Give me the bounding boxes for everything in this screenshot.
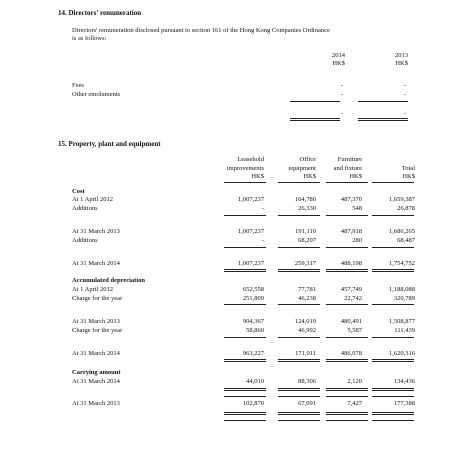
col-furniture-currency: HK$ <box>349 173 362 180</box>
ppe-cell-total: 320,789 <box>393 295 415 302</box>
rule-leasehold <box>224 304 266 305</box>
rule-2013-total-a <box>358 118 408 119</box>
double-rule-a-total <box>372 388 414 389</box>
ppe-cell-leasehold: 251,809 <box>242 295 264 302</box>
col-furniture-line1: Furniture <box>337 156 362 163</box>
rule-leasehold <box>224 182 266 183</box>
section-14-title: 14. Directors' remuneration <box>58 9 142 17</box>
rule-leasehold <box>224 247 266 248</box>
rule-2014-total-a <box>290 118 340 119</box>
col-2014-header: 2014 <box>332 52 345 59</box>
double-rule-b-furniture <box>326 271 368 272</box>
row-fees-2014: - <box>340 82 343 89</box>
ppe-cell-leasehold: 904,367 <box>242 318 264 325</box>
double-rule-a-furniture <box>326 269 368 270</box>
ppe-row-label: At 31 March 2013 <box>72 400 120 407</box>
ppe-cell-total: 1,188,088 <box>389 286 415 293</box>
rule-office <box>278 304 320 305</box>
ppe-cell-total: 134,436 <box>393 378 415 385</box>
rule-office <box>278 247 320 248</box>
ppe-row-label: At 31 March 2014 <box>72 378 120 385</box>
rule-total <box>372 304 414 305</box>
double-rule-b-total <box>372 414 414 415</box>
rule-office <box>278 337 320 338</box>
ppe-row-label: Additions <box>72 237 98 244</box>
double-rule-b-leasehold <box>224 390 266 391</box>
ppe-cell-total: 1,659,387 <box>389 196 415 203</box>
double-rule-a-leasehold <box>224 412 266 413</box>
rule-furniture <box>326 337 368 338</box>
ppe-row-label: At 31 March 2013 <box>72 318 120 325</box>
double-rule-a-office <box>278 388 320 389</box>
col-leasehold-currency: HK$ <box>251 173 264 180</box>
rule-furniture <box>326 247 368 248</box>
carrying-amount-heading: Carrying amount <box>72 369 121 376</box>
double-rule-a-furniture <box>326 388 368 389</box>
ppe-cell-leasehold: 652,558 <box>242 286 264 293</box>
ppe-cell-furniture: 280 <box>352 237 362 244</box>
double-rule-a-total <box>372 359 414 360</box>
double-rule-b-furniture <box>326 361 368 362</box>
rule-furniture <box>326 215 368 216</box>
ppe-cell-leasehold: 963,227 <box>242 350 264 357</box>
double-rule-a-total <box>372 412 414 413</box>
col-office-header <box>289 156 316 182</box>
double-rule-b-office <box>278 390 320 391</box>
rule-total <box>372 396 414 397</box>
ppe-cell-total: 1,508,877 <box>389 318 415 325</box>
col-total-header <box>402 156 415 182</box>
double-rule-a-leasehold <box>224 359 266 360</box>
double-rule-b-office <box>278 361 320 362</box>
ppe-cell-furniture: 2,120 <box>347 378 362 385</box>
ppe-cell-total: 1,620,316 <box>389 350 415 357</box>
ppe-row-label: At 31 March 2014 <box>72 350 120 357</box>
col-office-line2: equipment <box>288 164 316 172</box>
double-rule-b-leasehold <box>224 361 266 362</box>
rule-office <box>278 215 320 216</box>
ppe-cell-total: 177,388 <box>393 400 415 407</box>
double-rule-b-total <box>372 361 414 362</box>
ppe-cell-office: 68,207 <box>298 237 316 244</box>
ppe-cell-office: 67,091 <box>298 400 316 407</box>
double-rule-a-furniture <box>326 359 368 360</box>
ppe-cell-furniture: 7,427 <box>347 400 362 407</box>
col-furniture-header <box>334 156 362 182</box>
double-rule-a-office <box>278 359 320 360</box>
col-2013-currency: HK$ <box>395 60 408 67</box>
cost-heading: Cost <box>72 188 85 195</box>
rule-leasehold <box>224 337 266 338</box>
ppe-cell-total: 1,686,265 <box>389 228 415 235</box>
ppe-row-label: At 1 April 2012 <box>72 286 113 293</box>
ppe-cell-leasehold: 58,860 <box>246 327 264 334</box>
ppe-cell-leasehold: - <box>261 205 264 212</box>
rule-furniture <box>326 396 368 397</box>
ppe-cell-furniture: 486,078 <box>340 350 362 357</box>
row-fees-2013: - <box>403 82 406 89</box>
rule-office <box>278 396 320 397</box>
ppe-cell-furniture: 548 <box>352 205 362 212</box>
ppe-cell-furniture: 22,742 <box>344 295 362 302</box>
ppe-cell-leasehold: 102,870 <box>242 400 264 407</box>
ppe-cell-office: 88,306 <box>298 378 316 385</box>
double-rule-a-office <box>278 412 320 413</box>
rule-2013-total-b <box>358 120 408 121</box>
ppe-cell-office: 77,781 <box>298 286 316 293</box>
double-rule-b-total <box>372 271 414 272</box>
ppe-cell-office: 164,780 <box>294 196 316 203</box>
double-rule-b-furniture <box>326 414 368 415</box>
ppe-cell-furniture: 487,370 <box>340 196 362 203</box>
rule-leasehold <box>224 420 266 421</box>
rule-leasehold <box>224 396 266 397</box>
ppe-cell-leasehold: - <box>261 237 264 244</box>
rule-total <box>372 420 414 421</box>
rule-2014-subtotal <box>290 101 340 102</box>
row-fees-label: Fees <box>72 82 84 89</box>
col-total-line1 <box>402 156 415 165</box>
ppe-cell-office: 46,238 <box>298 295 316 302</box>
ppe-cell-total: 68,487 <box>397 237 415 244</box>
double-rule-a-total <box>372 269 414 270</box>
double-rule-b-furniture <box>326 390 368 391</box>
double-rule-a-leasehold <box>224 269 266 270</box>
accumulated-depreciation-heading: Accumulated depreciation <box>72 277 145 284</box>
row-other-emoluments-2014: - <box>340 91 343 98</box>
ppe-cell-office: 259,317 <box>294 260 316 267</box>
ppe-cell-furniture: 457,749 <box>340 286 362 293</box>
ppe-cell-furniture: 5,587 <box>347 327 362 334</box>
col-office-currency: HK$ <box>303 173 316 180</box>
ppe-cell-furniture: 488,198 <box>340 260 362 267</box>
col-leasehold-header <box>227 156 264 182</box>
ppe-row-label: At 31 March 2013 <box>72 228 120 235</box>
double-rule-b-total <box>372 390 414 391</box>
double-rule-b-leasehold <box>224 271 266 272</box>
total-2013: - <box>403 110 406 117</box>
rule-office <box>278 182 320 183</box>
section-15-title: 15. Property, plant and equipment <box>58 140 161 148</box>
rule-total <box>372 182 414 183</box>
ppe-cell-leasehold: 44,010 <box>246 378 264 385</box>
ppe-cell-furniture: 487,918 <box>340 228 362 235</box>
ppe-cell-office: 124,019 <box>294 318 316 325</box>
ppe-row-label: At 31 March 2014 <box>72 260 120 267</box>
rule-total <box>372 337 414 338</box>
double-rule-b-office <box>278 271 320 272</box>
col-total-currency: HK$ <box>402 173 415 180</box>
ppe-cell-furniture: 480,491 <box>340 318 362 325</box>
rule-total <box>372 215 414 216</box>
col-total-line2: Total <box>401 164 415 172</box>
ppe-row-label: Additions <box>72 205 98 212</box>
ppe-row-label: Charge for the year <box>72 295 123 302</box>
double-rule-a-furniture <box>326 412 368 413</box>
rule-furniture <box>326 420 368 421</box>
rule-furniture <box>326 182 368 183</box>
rule-total <box>372 247 414 248</box>
section-14-intro-line1: Directors' remuneration disclosed pursuant to section 161 of the Hong Kong Companies Ordinance <box>72 27 330 34</box>
col-2014-currency: HK$ <box>332 60 345 67</box>
ppe-cell-leasehold: 1,007,237 <box>238 260 264 267</box>
col-2013-header: 2013 <box>395 52 408 59</box>
col-leasehold-line1: Leasehold <box>237 156 264 163</box>
double-rule-a-office <box>278 269 320 270</box>
ppe-row-label: Charge for the year <box>72 327 123 334</box>
double-rule-a-leasehold <box>224 388 266 389</box>
ppe-row-label: At 1 April 2012 <box>72 196 113 203</box>
rule-leasehold <box>224 215 266 216</box>
ppe-cell-office: 46,992 <box>298 327 316 334</box>
row-other-emoluments-2013: - <box>403 91 406 98</box>
ppe-cell-total: 111,439 <box>394 327 415 334</box>
double-rule-b-office <box>278 414 320 415</box>
rule-2013-subtotal <box>358 101 408 102</box>
double-rule-b-leasehold <box>224 414 266 415</box>
row-other-emoluments-label: Other emoluments <box>72 91 121 98</box>
ppe-cell-office: 191,110 <box>295 228 316 235</box>
ppe-cell-leasehold: 1,007,237 <box>238 196 264 203</box>
ppe-cell-total: 26,878 <box>397 205 415 212</box>
ppe-cell-total: 1,754,752 <box>389 260 415 267</box>
section-14-intro-line2: is as follows: <box>72 35 107 42</box>
col-office-line1: Office <box>299 156 316 163</box>
ppe-cell-office: 26,330 <box>298 205 316 212</box>
col-leasehold-line2: improvements <box>226 164 264 172</box>
col-furniture-line2: and fixture <box>333 164 362 172</box>
ppe-cell-leasehold: 1,007,237 <box>238 228 264 235</box>
rule-2014-total-b <box>290 120 340 121</box>
ppe-cell-office: 171,011 <box>295 350 316 357</box>
total-2014: - <box>340 110 343 117</box>
rule-office <box>278 420 320 421</box>
rule-furniture <box>326 304 368 305</box>
